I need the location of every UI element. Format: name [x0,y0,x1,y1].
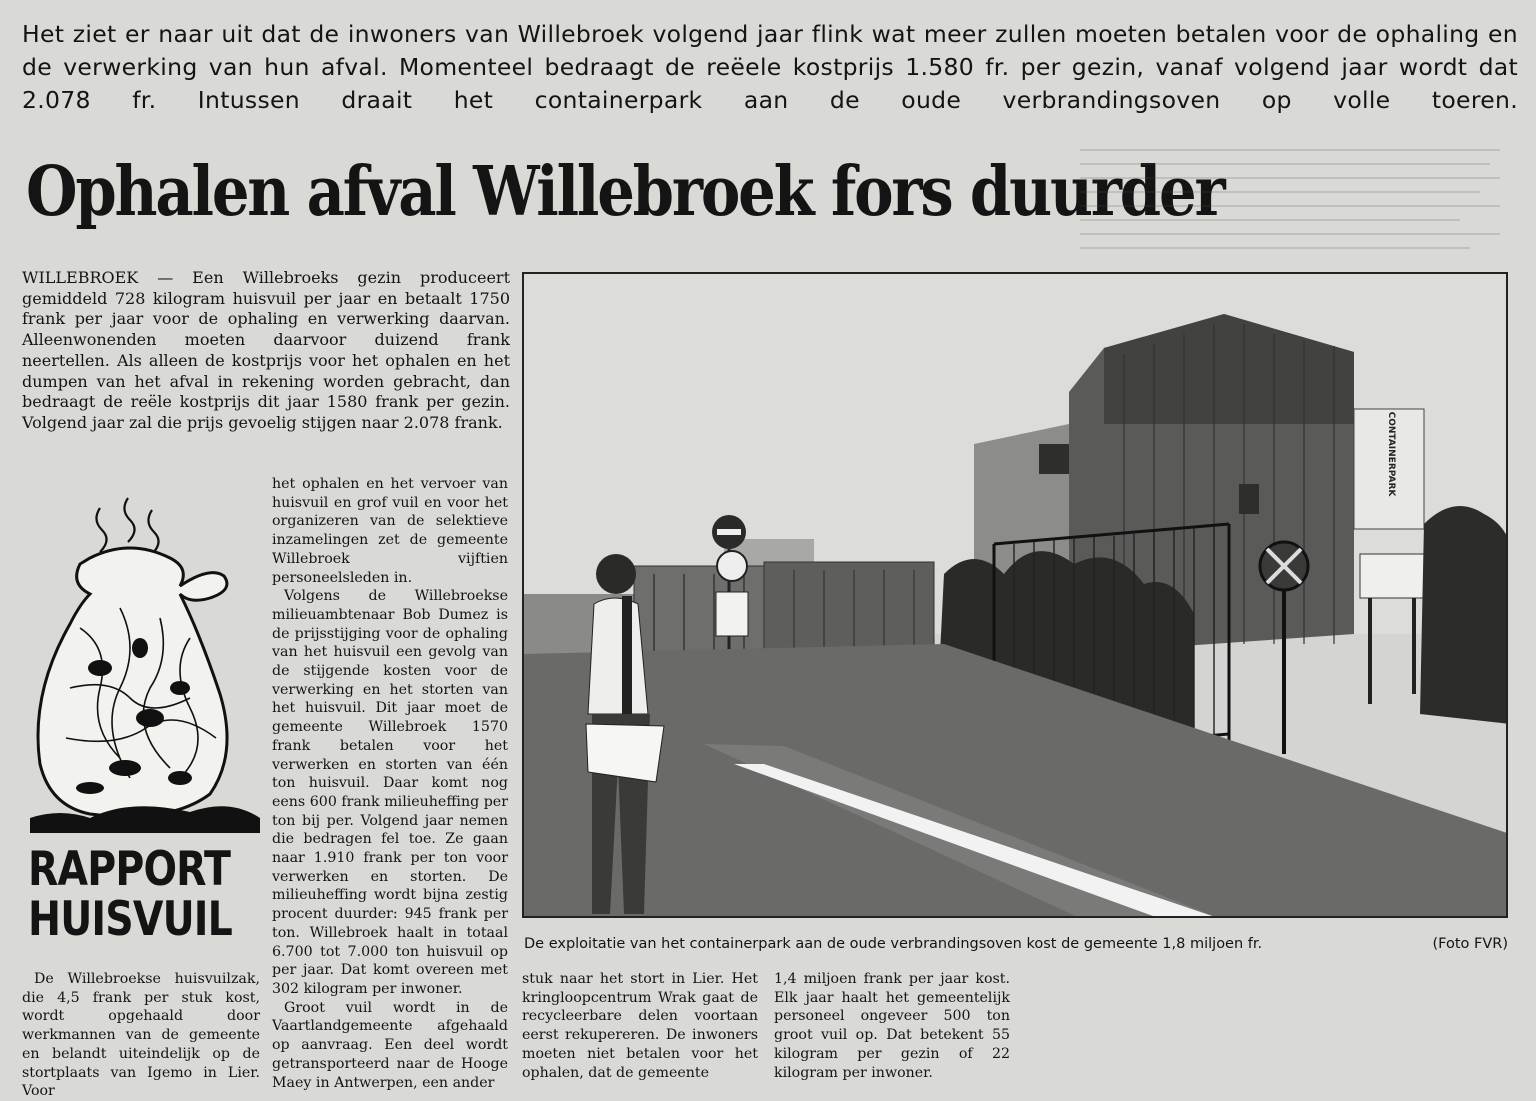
containerpark-photo-graphic [524,274,1508,918]
caption-text: De exploitatie van het containerpark aan de oude verbrandingsoven kost de gemeente 1,8 miljoen fr. [524,936,1263,952]
garbage-bag-illustration [30,488,260,833]
column-2-paragraph: Groot vuil wordt in de Vaartlandgemeente afgehaald op aanvraag. Een deel wordt getransporteerd naar de Hooge Maey in Antwerpen, een ander [272,999,508,1091]
headline: Ophalen afval Willebroek fors duurder [26,152,1224,232]
bleed-through-texture [1060,140,1520,270]
bleed-through-lines [1060,140,1520,270]
photo-caption [522,934,1508,956]
photo-credit: (Foto FVR) [1432,936,1508,952]
bottom-column-4 [774,970,1010,1082]
containerpark-sign-text: CONTAINERPARK [1386,411,1396,497]
containerpark-photo [522,272,1508,918]
bottom-column-1 [22,970,260,1101]
lead-text: WILLEBROEK — Een Willebroeks gezin produceert gemiddeld 728 kilogram huisvuil per jaar en betaalt 1750 frank per jaar voor de ophaling en verwerking daarvan. Alleenwonenden moeten daarvoor duizend frank neertellen. Als alleen de kostprijs voor het ophalen en het dumpen van het afval in rekening worden gebracht, dan bedraagt de reële kostprijs dit jaar 1580 frank per gezin. Volgend jaar zal die prijs gevoelig stijgen naar 2.078 frank. [22,268,510,432]
lead-paragraph [22,268,510,434]
column-2-paragraph: het ophalen en het vervoer van huisvuil en grof vuil en voor het organizeren van de selektieve inzamelingen zet de gemeente Willebroek vijftien personeelsleden in. [272,476,508,586]
rapport-huisvuil-label [28,842,232,947]
column-2-paragraph: Volgens de Willebroekse milieuambtenaar Bob Dumez is de prijsstijging voor de ophaling van het huisvuil een gevolg van de stijgende kosten voor de verwerking en het storten van het huisvuil. Dit jaar moet de gemeente Willebroek 1570 frank betalen voor het verwerken en storten van één ton huisvuil. Daar komt nog eens 600 frank milieuheffing per ton bij per. Volgend jaar nemen die bedragen fel toe. Ze gaan naar 1.910 frank per ton voor verwerken en storten. De milieuheffing wordt bijna zestig procent duurder: 945 frank per ton. Willebroek haalt in totaal 6.700 tot 7.000 ton huisvuil op per jaar. Dat komt overeen met 302 kilogram per inwoner. [272,588,508,997]
bottom-column-3 [522,970,758,1082]
garbage-bag-icon [30,488,260,833]
intro-paragraph: Het ziet er naar uit dat de inwoners van Willebroek volgend jaar flink wat meer zullen moeten betalen voor de ophaling en de verwerking van hun afval. Momenteel bedraagt de reëele kostprijs 1.580 fr. per gezin, vanaf volgend jaar wordt dat 2.078 fr. Intussen draait het containerpark aan de oude verbrandingsoven op volle toeren. [22,20,1518,114]
bottom-column-3-text: stuk naar het stort in Lier. Het kringloopcentrum Wrak gaat de recycleerbare delen voortaan eerst rekupereren. De inwoners moeten niet betalen voor het ophalen, dat de gemeente [522,971,758,1081]
column-2 [272,475,508,1092]
rapport-label-line: HUISVUIL [28,892,232,947]
bottom-column-4-text: 1,4 miljoen frank per jaar kost. Elk jaar haalt het gemeentelijk personeel ongeveer 500 ton groot vuil op. Dat betekent 55 kilogram per gezin of 22 kilogram per inwoner. [774,971,1010,1081]
rapport-label-line: RAPPORT [28,842,231,897]
bottom-column-1-text: De Willebroekse huisvuilzak, die 4,5 frank per stuk kost, wordt opgehaald door werkmannen van de gemeente en belandt uiteindelijk op de stortplaats van Igemo in Lier. Voor [22,971,260,1100]
